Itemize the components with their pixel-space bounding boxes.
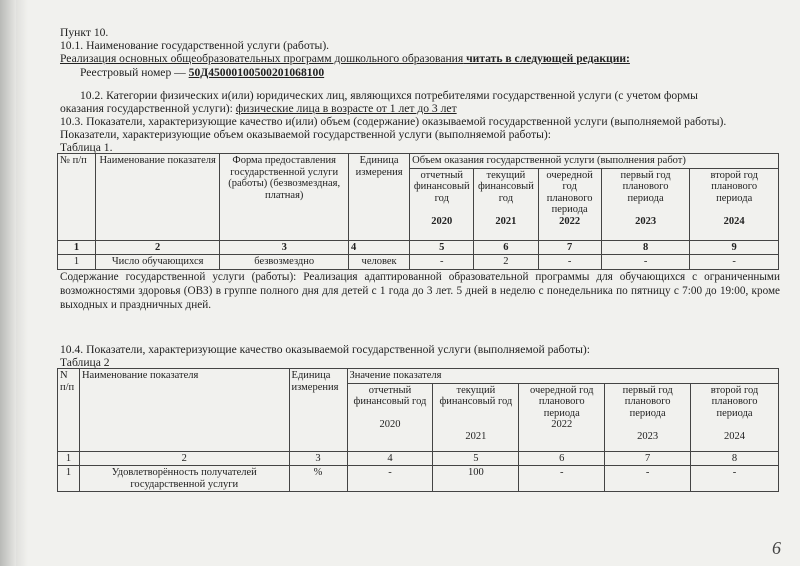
t1-period-0: отчетный финансовый год 2020: [410, 168, 474, 240]
table-2: [57, 368, 779, 492]
binding-fold: [0, 0, 16, 566]
item-10-3-b: Показатели, характеризующие объем оказываемой государственной услуги (выполняемой работы):: [60, 128, 552, 141]
t1-year-0: 2020: [431, 215, 453, 227]
t1-index-row: 1 2 3 4 5 6 7 8 9: [58, 240, 779, 255]
t1-period-4: второй год планового периода 2024: [690, 168, 779, 240]
t1-header-unit: Единица измерения: [349, 154, 410, 241]
t2-year-0: 2020: [379, 419, 401, 430]
binding-fold-shade: [16, 0, 28, 566]
item-10-2-label: оказания государственной услуги):: [60, 102, 236, 115]
t2-header-unit: Единица измерения: [289, 369, 347, 452]
t2-period-3: первый год планового периода 2023: [605, 383, 691, 451]
service-name: Реализация основных общеобразовательных программ дошкольного образования: [60, 52, 464, 65]
t1-period-1: текущий финансовый год 2021: [474, 168, 538, 240]
service-name-line: [60, 52, 630, 65]
t2-year-2: 2022: [551, 419, 573, 430]
t2-year-1: 2021: [465, 430, 487, 442]
t2-data-row: 1 Удовлетворённость получателей государственной услуги % - 100 - - -: [58, 466, 779, 492]
service-suffix: читать в следующей редакции:: [463, 52, 630, 65]
punkt-heading: Пункт 10.: [60, 26, 109, 39]
content-paragraph: Содержание государственной услуги (работы): Реализация адаптированной образовательной программы для обучающихся с ограниченными возможностями здоровья (ОВЗ) в группе полного дня для детей с 1 года до 3 лет. 5 дней в неделю с понедельника по пятницу с 7:00 до 19:00, кроме выходных и праздничных дней.: [60, 271, 780, 311]
table1-label: Таблица 1.: [60, 141, 113, 154]
t1-data-row: 1 Число обучающихся безвозмездно человек - 2 - - -: [58, 255, 779, 270]
t2-header-name: Наименование показателя: [79, 369, 289, 452]
t1-period-3: первый год планового периода 2023: [601, 168, 690, 240]
registry-number: 50Д45000100500201068100: [188, 66, 325, 79]
registry-line: [80, 66, 324, 79]
item-10-2: 10.2. Категории физических и(или) юридических лиц, являющихся потребителями государственной услуги (с учетом формы: [80, 89, 698, 102]
t1-header-num: № п/п: [58, 154, 96, 241]
t2-period-2: очередной год планового периода 2022: [519, 383, 605, 451]
t2-period-1: текущий финансовый год 2021: [433, 383, 519, 451]
t1-year-2: 2022: [559, 215, 581, 227]
t2-header-num: N п/п: [58, 369, 80, 452]
t1-header-volume: Объем оказания государственной услуги (выполнения работ): [410, 154, 779, 169]
t1-year-4: 2024: [723, 215, 745, 227]
table-1: [57, 153, 779, 270]
table2-label: Таблица 2: [60, 356, 110, 369]
t2-period-4: второй год планового периода 2024: [691, 383, 779, 451]
t1-year-1: 2021: [495, 215, 517, 227]
t2-year-3: 2023: [637, 430, 659, 442]
t2-period-0: отчетный финансовый год 2020: [347, 383, 433, 451]
registry-label: Реестровый номер —: [80, 66, 189, 79]
item-10-3: 10.3. Показатели, характеризующие качество и(или) объем (содержание) оказываемой государственной услуги (выполняемой работы).: [60, 115, 727, 128]
item-10-2-cont: [60, 102, 457, 115]
t1-period-2: очередной год планового периода 2022: [538, 168, 601, 240]
t2-index-row: 1 2 3 4 5 6 7 8: [58, 451, 779, 466]
t2-year-4: 2024: [724, 430, 746, 442]
t1-header-form: Форма предоставления государственной услуги (работы) (безвозмездная, платная): [220, 154, 349, 241]
section-10-4-title: 10.4. Показатели, характеризующие качество оказываемой государственной услуги (выполняемой работы):: [60, 343, 591, 356]
t1-year-3: 2023: [635, 215, 657, 227]
page-number: 6: [772, 538, 781, 558]
t2-header-value: Значение показателя: [347, 369, 778, 384]
item-10-1: 10.1. Наименование государственной услуги (работы).: [60, 39, 330, 52]
consumers: физические лица в возрасте от 1 лет до 3 лет: [235, 102, 457, 115]
t1-header-name: Наименование показателя: [95, 154, 219, 241]
